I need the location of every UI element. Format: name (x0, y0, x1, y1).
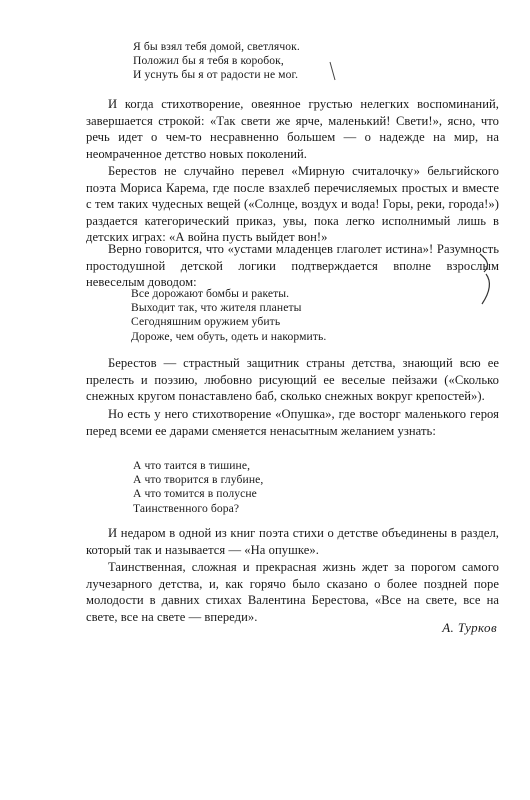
poem-fireflies (133, 40, 300, 83)
poem-line: А что томится в полусне (133, 487, 257, 501)
poem-forest-edge (133, 459, 263, 516)
author-signature: А. Турков (442, 620, 497, 635)
paragraph: Но есть у него стихотворение «Опушка», где восторг маленького героя перед всеми ее дарами сменяется ненасытным желанием узнать: (86, 407, 499, 438)
paragraph: Таинственная, сложная и прекрасная жизнь ждет за порогом самого лучезарного детства, и, как горячо было сказано о более поздней поре молодости в давних стихах Валентина Берестова, «Все на свете, все на свете, все на свете — впереди». (86, 560, 499, 624)
paragraph: Берестов не случайно перевел «Мирную считалочку» бельгийского поэта Мориса Карема, где после взахлеб перечисляемых простых и вместе с тем таких чудесных вещей («Солнце, воздух и вода! Горы, реки, города!») раздается категорический приказ, увы, пока легко исполнимый лишь в детских играх: «А война пусть выйдет вон!» (86, 164, 499, 245)
pencil-tick-mark (326, 60, 340, 82)
poem-line: А что творится в глубине, (133, 473, 264, 487)
poem-line: И уснуть бы я от радости не мог. (133, 68, 299, 82)
poem-line: Выходит так, что жителя планеты (131, 301, 302, 315)
paragraph: Верно говорится, что «устами младенцев глаголет истина»! Разумность простодушной детской логики подтверждается вполне взрослым невеселым доводом: (86, 242, 499, 290)
poem-line: Все дорожают бомбы и ракеты. (131, 287, 290, 300)
paragraph: И когда стихотворение, овеянное грустью нелегких воспоминаний, завершается строкой: «Так свети же ярче, маленький! Свети!», ясно, что речь идет о чем-то несравненно большем — о надежде на мир, на неомраченное детство новых поколений. (86, 97, 499, 161)
poem-line: А что таится в тишине, (133, 459, 251, 472)
poem-line: Таинственного бора? (133, 501, 240, 515)
poem-line: Сегодняшним оружием убить (131, 315, 281, 329)
poem-bombs (131, 287, 326, 344)
poem-line: Положил бы я тебя в коробок, (133, 54, 284, 68)
poem-line: Я бы взял тебя домой, светлячок. (133, 40, 300, 53)
poem-line: Дороже, чем обуть, одеть и накормить. (131, 329, 327, 343)
pencil-bracket-mark (460, 252, 500, 308)
paragraph: И недаром в одной из книг поэта стихи о детстве объединены в раздел, который так и называется — «На опушке». (86, 526, 499, 557)
paragraph: Берестов — страстный защитник страны детства, знающий всю ее прелесть и поэзию, любовно рисующий ее веселые пейзажи («Сколько снежных кругом понаставлено баб, сколько снежных вокруг крепостей»). (86, 356, 499, 404)
